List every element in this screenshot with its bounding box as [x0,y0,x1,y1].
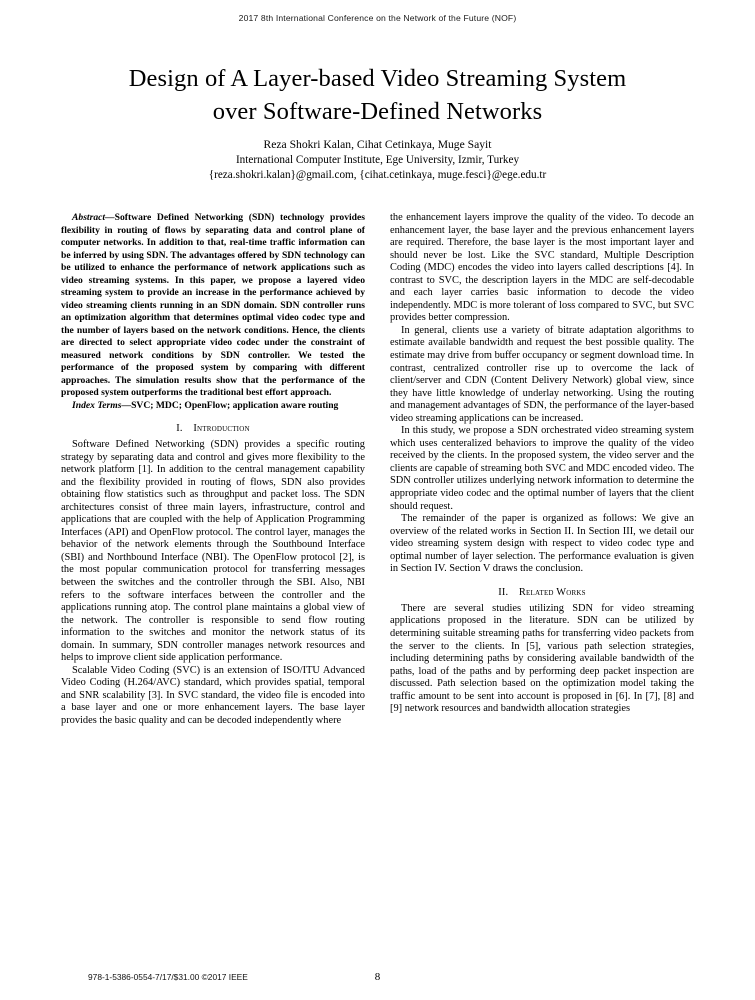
paragraph-introduction-5: The remainder of the paper is organized as follows: We give an overview of the related works in Section II. In Section III, we detail our video streaming system design with respect to video codec type and optimal number of layer selection. The performance evaluation is given in Section IV. Section V draws the conclusion. [390,513,694,575]
index-terms-lead-label: Index Terms— [72,399,132,411]
paragraph-introduction-4: In this study, we propose a SDN orchestrated video streaming system which uses centeralized behaviors to improve the quality of the video received by the clients. In the proposed system, the video server and the clients are capable of streaming both SVC and MDC encoded video. The SDN controller utilizes underlying network information to determine the appropriate video codec and the optimal number of layers that the client should request. [390,425,694,512]
paragraph-related-works-1: There are several studies utilizing SDN for video streaming applications proposed in the literature. SDN can be utilized by determining suitable streaming paths for transferring video packets from the server to the clients. In [5], various path selection strategies, including determining paths by considering available bandwidth of the paths, load of the paths and by performing deep packet inspection are discussed. Path selection based on the optimization model taking the traffic amount to be sent into account is proposed in [6]. In [7], [8] and [9] network resources and bandwidth allocation strategies [390,602,694,715]
left-column [61,212,365,857]
paragraph-introduction-2-part-2: the enhancement layers improve the quality of the video. To decode an enhancement layer, the base layer and the previous enhancement layers are required. Therefore, the base layer is the most important layer and should never be lost. Like the SVC standard, Multiple Description Coding (MDC) encodes the video into layers called descriptions [4]. In contrast to SVC, the description layers in the MDC are self-decodable and each layer carries basic information to decode the video independently. MDC is more tolerant of loss compared to SVC, but SVC provides better compression. [390,212,694,324]
paper-title-line-2: over Software-Defined Networks [212,98,543,125]
author-emails: {reza.shokri.kalan}@gmail.com, {cihat.cetinkaya, muge.fesci}@ege.edu.tr [208,169,547,181]
index-terms-paragraph [61,400,365,413]
section-heading-related-works: II. Related Works [498,586,586,598]
abstract-paragraph [61,212,365,400]
title-block [62,62,693,128]
abstract-text: Software Defined Networking (SDN) technology provides flexibility in routing of flows by separating data and control plane of computer networks. In addition to that, real-time traffic information can be inferred by using SDN. The advantages offered by SDN technology can be utilized to enhance the performance of network applications such as video streaming systems. In this paper, we propose a layered video streaming system to provide an increase in the performance achieved by video streaming clients running in an SDN domain. SDN controller runs an optimization algorithm that determines optimal video codec type and the number of layers based on the network conditions. Hence, the clients are directed to select appropriate video codec under the constraint of measured network conditions by SDN controller. We tested the performance of the proposed system by comparing with different approaches. The simulation results show that the performance of the proposed system outperforms the traditional best effort approach. [61,212,365,398]
copyright-notice: 978-1-5386-0554-7/17/$31.00 ©2017 IEEE [88,972,248,982]
page-number: 8 [374,971,381,983]
author-block [62,137,693,184]
index-terms-text: SVC; MDC; OpenFlow; application aware routing [131,399,339,411]
page-title [62,62,693,128]
section-heading-introduction: I. Introduction [176,423,250,434]
abstract-lead-label: Abstract— [72,212,115,223]
paragraph-introduction-2-part-1: Scalable Video Coding (SVC) is an extension of ISO/ITU Advanced Video Coding (H.264/AVC) standard, which provides spatial, temporal and SNR scalability [3]. In SVC standard, the video file is encoded into a base layer and one or more enhancement layers. The base layer provides the basic quality and can be decoded independently where [61,664,365,727]
page-footer [0,962,755,982]
two-column-body [61,212,694,857]
right-column [390,212,694,857]
conference-running-header: 2017 8th International Conference on the Network of the Future (NOF) [238,13,517,23]
paragraph-introduction-1: Software Defined Networking (SDN) provides a specific routing strategy by separating data and control and gives more flexibility to the network platform [1]. In addition to the central management capability and the flexibility provided in routing of flows, SDN also provides obtaining flow statistics such as throughput and packet loss. The SDN architectures consist of three main layers, infrastructure, control and applications that are coupled with the help of Application Programming Interfaces (API) and OpenFlow protocol. The control layer, manages the behavior of the network elements through the Southbound Interface (SBI) and Northbound Interface (NBI). The OpenFlow protocol [2], is the most popular communication protocol for transferring messages between the switches and the controller through the SBI. Also, NBI refers to the software interfaces between the controller and the applications running atop. The control plane maintains a global view of the network. The controller is responsible to send flow routing information to the switches and monitor the network status of its domain. In summary, SDN controller manages network resources and helps to improve client side application performance. [61,439,365,664]
author-affiliation: International Computer Institute, Ege University, Izmir, Turkey [235,153,520,166]
paper-title-line-1: Design of A Layer-based Video Streaming System [128,65,627,92]
paragraph-introduction-3: In general, clients use a variety of bitrate adaptation algorithms to estimate available bandwidth and request the best possible quality. The estimate may drive from buffer occupancy or segment download time. In contrast, centralized controller rise up to overcome the lack of client/server and CDN (Content Delivery Network) global view, since they have little knowledge of underlay networking. Using the routing and management advantages of SDN, the performance of the layer-based video streaming applications can be increased. [390,324,694,424]
author-names: Reza Shokri Kalan, Cihat Cetinkaya, Muge Sayit [263,138,492,151]
